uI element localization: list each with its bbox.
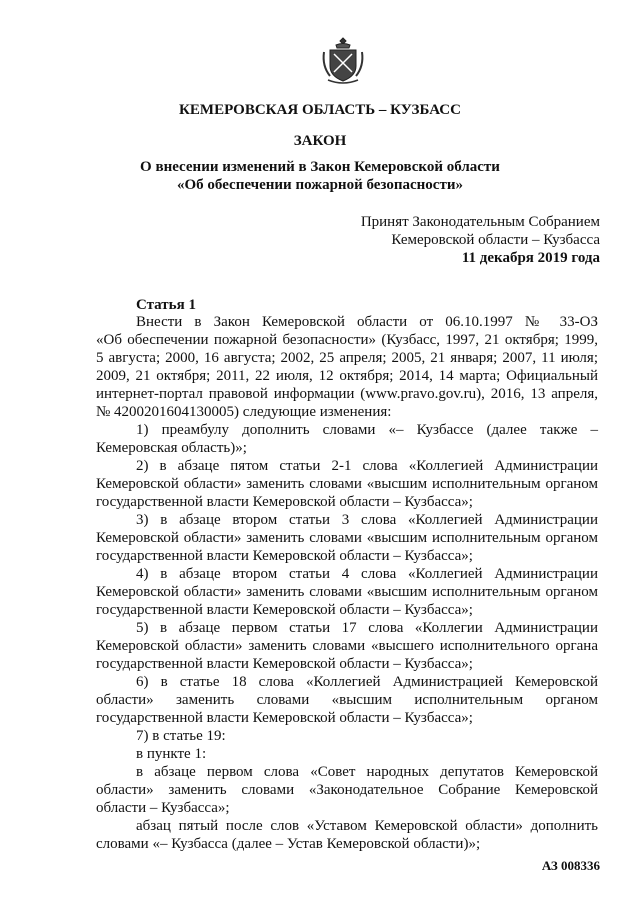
coat-of-arms-icon xyxy=(320,36,366,86)
body-line: 7) в статье 19: xyxy=(136,728,226,744)
body-line: государственной власти Кемеровской области – Кузбасса»; xyxy=(96,656,473,672)
body-line: Кемеровской области» заменить словами «высшим исполнительным органом xyxy=(96,530,598,546)
adoption-date: 11 декабря 2019 года xyxy=(461,250,600,266)
body-line: словами «– Кузбасса (далее – Устав Кемеровской области)»; xyxy=(96,836,481,852)
body-line: государственной власти Кемеровской области – Кузбасса»; xyxy=(96,494,473,510)
body-line: области – Кузбасса»; xyxy=(96,800,230,816)
body-line: государственной власти Кемеровской области – Кузбасса»; xyxy=(96,710,473,726)
adoption-line: Кемеровской области – Кузбасса xyxy=(391,232,600,248)
body-line: государственной власти Кемеровской области – Кузбасса»; xyxy=(96,602,473,618)
law-title-line: О внесении изменений в Закон Кемеровской области xyxy=(140,159,500,175)
body-line: в пункте 1: xyxy=(136,746,207,762)
body-line: 6) в статье 18 слова «Коллегией Администрацией Кемеровской xyxy=(136,674,598,690)
body-line: интернет-портал правовой информации (www.pravo.gov.ru), 2016, 13 апреля, xyxy=(96,386,598,402)
body-line: 5 августа; 2000, 16 августа; 2002, 25 апреля; 2005, 21 января; 2007, 11 июля; xyxy=(96,350,598,366)
body-line: 2009, 21 октября; 2011, 22 июля, 12 октября; 2014, 14 марта; Официальный xyxy=(96,368,598,384)
body-line: 4) в абзаце втором статьи 4 слова «Коллегией Администрации xyxy=(136,566,598,582)
body-line: абзац пятый после слов «Уставом Кемеровской области» дополнить xyxy=(136,818,598,834)
adoption-line: Принят Законодательным Собранием xyxy=(360,214,600,230)
body-line: 3) в абзаце втором статьи 3 слова «Коллегией Администрации xyxy=(136,512,598,528)
document-code: АЗ 008336 xyxy=(541,858,600,873)
law-title-line: «Об обеспечении пожарной безопасности» xyxy=(177,177,463,193)
body-line: «Об обеспечении пожарной безопасности» (Кузбасс, 1997, 21 октября; 1999, xyxy=(96,332,598,348)
body-line: области» заменить словами «высшим исполнительным органом xyxy=(96,692,598,708)
body-line: 1) преамбулу дополнить словами «– Кузбассе (далее также – xyxy=(136,422,598,438)
body-line: № 4200201604130005) следующие изменения: xyxy=(96,404,392,420)
body-line: в абзаце первом слова «Совет народных депутатов Кемеровской xyxy=(136,764,598,780)
body-line: 5) в абзаце первом статьи 17 слова «Коллегии Администрации xyxy=(136,620,598,636)
body-line: Кемеровская область)»; xyxy=(96,440,247,456)
body-line: Внести в Закон Кемеровской области от 06.10.1997 № 33-ОЗ xyxy=(136,314,598,330)
body-line: 2) в абзаце пятом статьи 2-1 слова «Коллегией Администрации xyxy=(136,458,598,474)
article-heading: Статья 1 xyxy=(136,297,196,313)
body-line: области» заменить словами «Законодательное Собрание Кемеровской xyxy=(96,782,598,798)
body-line: государственной власти Кемеровской области – Кузбасса»; xyxy=(96,548,473,564)
body-line: Кемеровской области» заменить словами «высшего исполнительного органа xyxy=(96,638,598,654)
body-line: Кемеровской области» заменить словами «высшим исполнительным органом xyxy=(96,584,598,600)
region-name: КЕМЕРОВСКАЯ ОБЛАСТЬ – КУЗБАСС xyxy=(179,102,461,118)
body-line: Кемеровской области» заменить словами «высшим исполнительным органом xyxy=(96,476,598,492)
document-type: ЗАКОН xyxy=(293,133,347,149)
